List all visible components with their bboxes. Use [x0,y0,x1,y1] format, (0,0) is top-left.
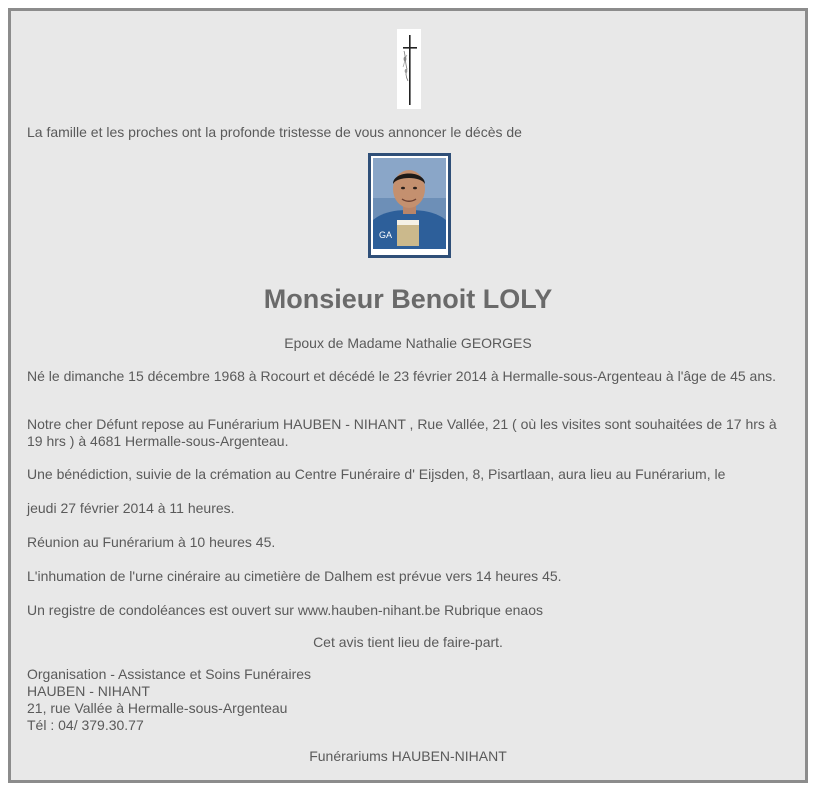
deceased-name: Monsieur Benoit LOLY [263,284,553,314]
cross-icon [397,29,421,109]
spouse-line: Epoux de Madame Nathalie GEORGES [284,335,532,351]
footer-signature: Funérariums HAUBEN-NIHANT [309,748,507,764]
svg-text:GA: GA [379,230,393,240]
notice-statement: Cet avis tient lieu de faire-part. [313,634,503,650]
portrait-photo [368,153,451,258]
ceremony-paragraph: Une bénédiction, suivie de la crémation au Centre Funéraire d' Eijsden, 8, Pisartlaan, aura lieu au Funérarium, le [27,466,726,482]
organisation-line-1: Organisation - Assistance et Soins Funéraires [27,666,312,682]
organisation-line-3: 21, rue Vallée à Hermalle-sous-Argenteau [27,700,288,716]
meeting-paragraph: Réunion au Funérarium à 10 heures 45. [27,534,276,550]
obituary-notice [8,8,808,783]
organisation-phone: Tél : 04/ 379.30.77 [27,717,144,733]
intro-text: La famille et les proches ont la profonde tristesse de vous annoncer le décès de [27,124,522,140]
organisation-block [27,666,779,734]
birth-death-paragraph: Né le dimanche 15 décembre 1968 à Rocourt et décédé le 23 février 2014 à Hermalle-sous-Argenteau à l'âge de 45 ans. [27,368,777,384]
organisation-line-2: HAUBEN - NIHANT [27,683,150,699]
ceremony-date: jeudi 27 février 2014 à 11 heures. [27,500,235,516]
condolences-paragraph: Un registre de condoléances est ouvert sur www.hauben-nihant.be Rubrique enaos [27,602,543,618]
burial-paragraph: L'inhumation de l'urne cinéraire au cimetière de Dalhem est prévue vers 14 heures 45. [27,568,562,584]
repose-paragraph: Notre cher Défunt repose au Funérarium HAUBEN - NIHANT , Rue Vallée, 21 ( où les visites sont souhaitées de 17 hrs à 19 hrs ) à 4681 Hermalle-sous-Argenteau. [27,416,777,449]
